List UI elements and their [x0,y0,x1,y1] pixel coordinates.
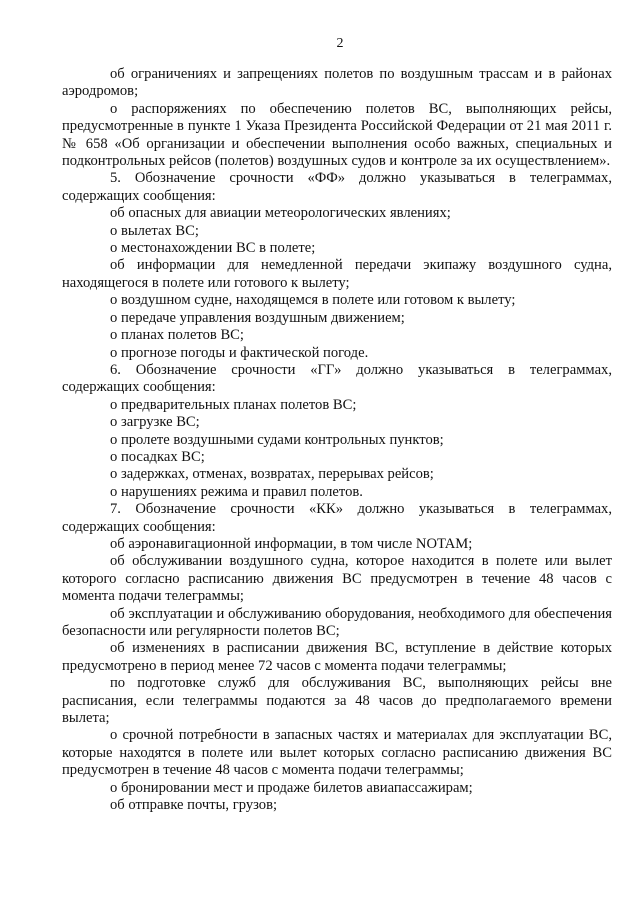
paragraph: об эксплуатации и обслуживанию оборудования, необходимого для обеспечения безопасности или регулярности полетов ВС; [62,605,612,639]
page-number: 2 [336,36,344,51]
paragraph: о планах полетов ВС; [110,327,244,344]
paragraph: о распоряжениях по обеспечению полетов ВС, выполняющих рейсы, предусмотренные в пункте 1 Указа Президента Российской Федерации от 21 мая 2011 г. № 658 «Об организации и обеспечении выполнения особо важных, специальных и подконтрольных рейсов (полетов) воздушных судов и контроле за их осуществлением». [62,100,612,170]
document-body [62,66,612,814]
paragraph: о задержках, отменах, возвратах, перерывах рейсов; [110,466,434,483]
paragraph: об изменениях в расписании движения ВС, вступление в действие которых предусмотрено в период менее 72 часов с момента подачи телеграммы; [62,640,612,674]
paragraph: о передаче управления воздушным движением; [110,309,405,326]
paragraph: о прогнозе погоды и фактической погоде. [110,344,369,361]
paragraph: о срочной потребности в запасных частях и материалах для эксплуатации ВС, которые находятся в полете или вылет которых согласно расписанию движения ВС предусмотрен в течение 48 часов с момента подачи телеграммы; [62,727,612,779]
paragraph: о вылетах ВС; [110,222,199,239]
paragraph: об обслуживании воздушного судна, которое находится в полете или вылет которого согласно расписанию движения ВС предусмотрен в течение 48 часов с момента подачи телеграммы; [62,553,612,605]
paragraph: о посадках ВС; [110,448,205,465]
paragraph: о предварительных планах полетов ВС; [110,396,357,413]
paragraph: 7. Обозначение срочности «КК» должно указываться в телеграммах, содержащих сообщения: [62,501,612,535]
paragraph: об опасных для авиации метеорологических явлениях; [110,205,451,222]
paragraph: о воздушном судне, находящемся в полете или готовом к вылету; [110,292,516,309]
paragraph: 6. Обозначение срочности «ГГ» должно указываться в телеграммах, содержащих сообщения: [62,361,612,396]
paragraph: о загрузке ВС; [110,414,200,431]
paragraph: об отправке почты, грузов; [110,797,278,814]
paragraph: об информации для немедленной передачи экипажу воздушного судна, находящегося в полете или готового к вылету; [62,257,612,291]
paragraph: 5. Обозначение срочности «ФФ» должно указываться в телеграммах, содержащих сообщения: [62,170,612,204]
paragraph: о нарушениях режима и правил полетов. [110,483,363,500]
paragraph: об аэронавигационной информации, в том числе NOTAM; [110,535,473,552]
paragraph: об ограничениях и запрещениях полетов по воздушным трассам и в районах аэродромов; [62,66,612,100]
paragraph: о бронировании мест и продаже билетов авиапассажирам; [110,779,473,796]
paragraph: по подготовке служб для обслуживания ВС, выполняющих рейсы вне расписания, если телеграммы подаются за 48 часов до предполагаемого времени вылета; [62,675,612,727]
paragraph: о местонахождении ВС в полете; [110,240,316,257]
paragraph: о пролете воздушными судами контрольных пунктов; [110,431,444,448]
